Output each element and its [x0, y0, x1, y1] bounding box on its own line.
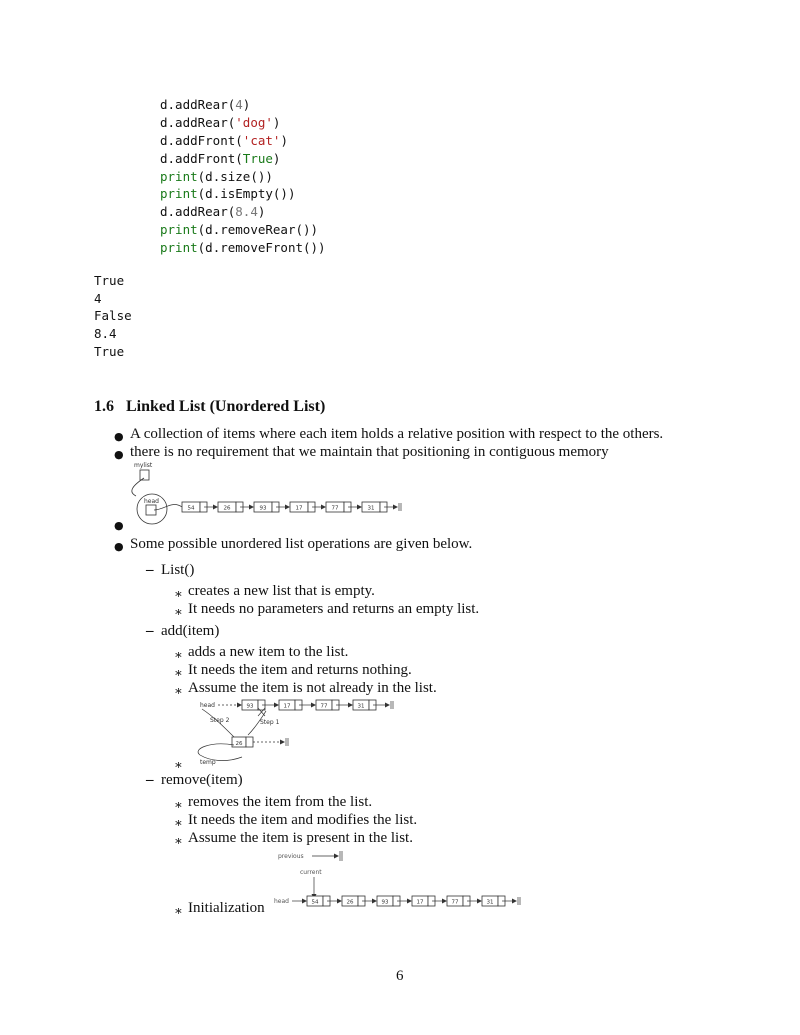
node-value: 77	[331, 505, 339, 512]
node-value: 17	[416, 899, 424, 906]
head-label: head	[274, 898, 289, 905]
arrow-head	[393, 505, 398, 510]
dash-marker: –	[146, 562, 154, 578]
arrow-head	[285, 505, 290, 510]
star-marker: ∗	[174, 684, 183, 699]
star-marker: ∗	[174, 816, 183, 831]
page-number: 6	[396, 968, 404, 984]
bullet-text: A collection of items where each item holds a relative position with respect to the others.	[130, 426, 664, 442]
op-list-label: List()	[161, 562, 195, 578]
output-line: True	[94, 343, 125, 359]
op-list-item: It needs no parameters and returns an empty list.	[188, 601, 480, 617]
head-label: head	[144, 498, 159, 505]
code-line	[160, 150, 326, 168]
temp-label: temp	[200, 759, 216, 766]
previous-label: previous	[278, 853, 304, 860]
arrow-head	[321, 505, 326, 510]
new-node-value: 26	[235, 741, 243, 747]
bullet-marker: ●	[114, 519, 124, 532]
bullet-text: Some possible unordered list operations are given below.	[130, 536, 473, 552]
code-token: d.addRear(	[160, 204, 236, 220]
mylist-label: mylist	[134, 462, 153, 469]
node-value: 77	[320, 703, 328, 710]
output-line: True	[94, 273, 125, 288]
head-label: head	[200, 702, 215, 709]
step1-label: Step 1	[260, 719, 280, 726]
code-line	[160, 96, 326, 114]
op-add-item: adds a new item to the list.	[188, 644, 349, 660]
new-node-next	[246, 737, 253, 747]
star-marker: ∗	[174, 666, 183, 681]
star-marker: ∗	[174, 758, 183, 773]
code-line	[160, 221, 326, 239]
arrow-head	[372, 899, 377, 904]
op-remove-item: It needs the item and modifies the list.	[188, 812, 418, 828]
add-item-figure	[190, 697, 420, 769]
code-line	[160, 168, 326, 186]
code-output	[94, 272, 132, 361]
star-marker: ∗	[174, 834, 183, 849]
output-line: 8.4	[94, 326, 117, 342]
bullet-marker: ●	[114, 540, 124, 553]
node-value: 77	[451, 899, 459, 906]
code-token: )	[257, 204, 266, 220]
code-token: print	[160, 168, 198, 184]
code-block	[160, 96, 326, 257]
node-value: 31	[367, 505, 375, 512]
section-heading	[94, 398, 325, 416]
node-value: 31	[486, 899, 494, 906]
node-value: 54	[187, 505, 195, 512]
code-token: )	[280, 132, 288, 148]
code-token: )	[272, 114, 281, 130]
arrow-head	[357, 505, 362, 510]
code-token: 'dog'	[235, 114, 273, 130]
code-token: (d.removeRear())	[197, 222, 319, 238]
op-remove-item: removes the item from the list.	[188, 794, 373, 810]
arrow-head	[512, 899, 517, 904]
star-marker: ∗	[174, 587, 183, 602]
output-line: 4	[94, 290, 102, 306]
dash-marker: –	[146, 772, 154, 788]
node-value: 93	[259, 505, 267, 512]
code-token: (d.removeFront())	[197, 240, 326, 256]
code-token: print	[160, 222, 198, 238]
code-line	[160, 185, 326, 203]
node-value: 26	[346, 899, 354, 906]
bullet-marker: ●	[114, 448, 124, 461]
code-token: d.addRear(	[160, 97, 236, 112]
code-token: print	[160, 186, 198, 202]
code-token: d.addRear(	[160, 114, 236, 130]
star-marker: ∗	[174, 904, 183, 919]
node-value: 26	[223, 505, 231, 512]
op-remove-label: remove(item)	[161, 772, 243, 788]
init-label: Initialization	[188, 900, 265, 916]
code-token: 'cat'	[242, 132, 281, 148]
arrow-head	[385, 703, 390, 708]
step2-label: Step 2	[210, 717, 230, 724]
node-value: 93	[381, 899, 389, 906]
remove-init-figure	[270, 846, 545, 916]
op-add-item: It needs the item and returns nothing.	[188, 662, 412, 678]
node-value: 17	[283, 703, 291, 710]
op-remove-item: Assume the item is present in the list.	[188, 830, 413, 846]
star-marker: ∗	[174, 798, 183, 813]
code-token: (d.size())	[197, 168, 273, 184]
code-line	[160, 114, 326, 132]
section-number: 1.6	[94, 398, 114, 415]
node-value: 54	[311, 899, 319, 906]
op-add-label: add(item)	[161, 623, 220, 639]
star-marker: ∗	[174, 648, 183, 663]
dash-marker: –	[146, 623, 154, 639]
arrow-head	[249, 505, 254, 510]
code-token: print	[160, 240, 198, 256]
mylist-box	[140, 470, 149, 480]
arrow-head	[302, 899, 307, 904]
arrow-head	[274, 703, 279, 708]
code-line	[160, 203, 326, 221]
bullet-text: there is no requirement that we maintain that positioning in contiguous memory	[130, 444, 609, 460]
node-value: 93	[246, 703, 254, 710]
star-marker: ∗	[174, 605, 183, 620]
linked-list-figure	[120, 460, 420, 526]
node-value: 17	[295, 505, 303, 512]
arrow-head	[280, 740, 285, 745]
code-token: d.addFront(	[160, 132, 243, 148]
arrow-head	[442, 899, 447, 904]
current-label: current	[300, 869, 322, 876]
code-token: )	[272, 150, 281, 166]
code-token: )	[242, 97, 251, 112]
code-token: d.addFront(	[160, 150, 243, 166]
code-token: 4	[235, 97, 243, 112]
code-token: True	[242, 150, 273, 166]
mylist-arrow	[132, 478, 144, 496]
arrow-head	[334, 854, 339, 859]
op-add-item: Assume the item is not already in the list.	[188, 680, 437, 696]
code-token: 8.4	[235, 204, 258, 220]
arrow-head	[477, 899, 482, 904]
op-list-item: creates a new list that is empty.	[188, 583, 375, 599]
bullet-marker: ●	[114, 430, 124, 443]
code-line	[160, 239, 326, 257]
arrow-head	[407, 899, 412, 904]
section-title: Linked List (Unordered List)	[126, 398, 326, 415]
arrow-head	[237, 703, 242, 708]
code-line	[160, 132, 326, 150]
arrow-head	[311, 703, 316, 708]
arrow-head	[337, 899, 342, 904]
output-line: False	[94, 308, 132, 324]
arrow-head	[213, 505, 218, 510]
code-token: (d.isEmpty())	[197, 186, 296, 202]
node-value: 31	[357, 703, 365, 710]
arrow-head	[348, 703, 353, 708]
